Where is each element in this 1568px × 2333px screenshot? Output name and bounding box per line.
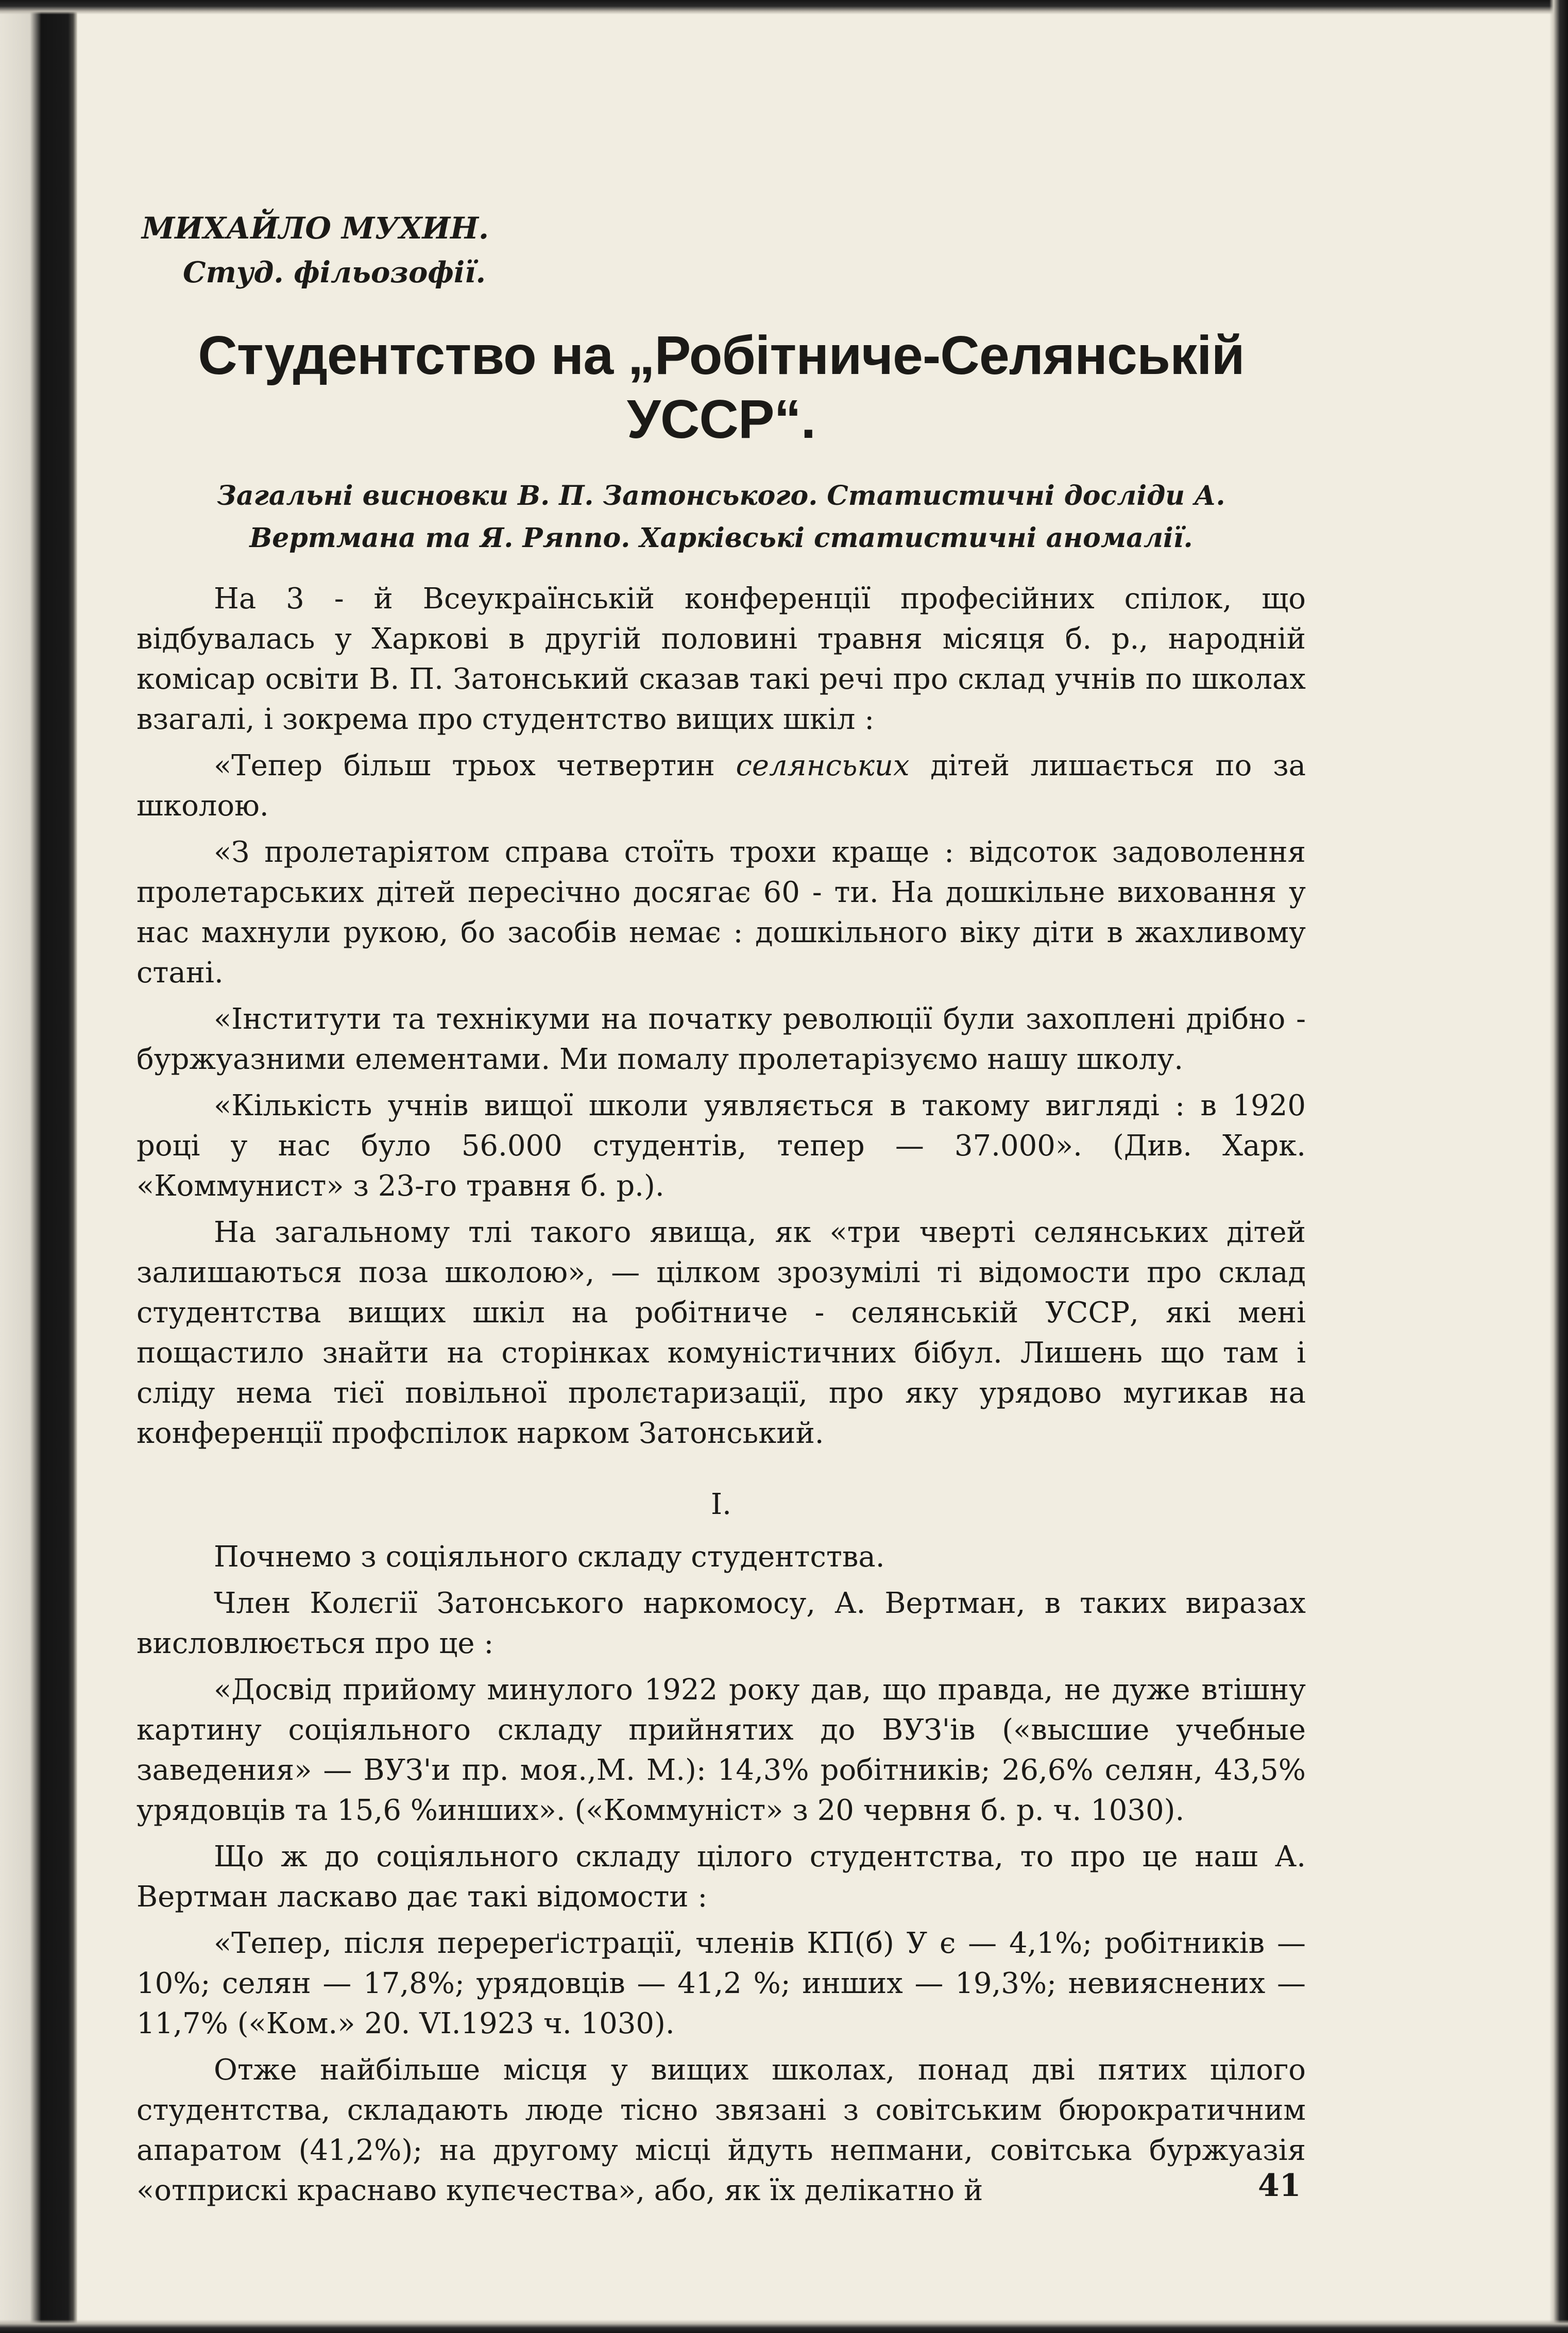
book-spine-shadow bbox=[0, 0, 77, 2333]
paragraph: «Досвід прийому минулого 1922 року дав, що правда, не дуже втішну картину соціяльного складу прийнятих до ВУЗ'ів («высшие учебные заведения» — ВУЗ'и пр. моя.,М. М.): 14,3% робітників; 26,6% селян, 43,5% урядовців та 15,6 %инших». («Коммуніст» з 20 червня б. р. ч. 1030). bbox=[137, 1673, 1306, 1827]
paragraph-text: «Тепер більш трьох четвертин bbox=[214, 749, 736, 782]
emphasized-word: селянських bbox=[736, 749, 910, 782]
article-title-line-1: Студентство на „Робітниче-Селянській bbox=[198, 325, 1245, 386]
scan-top-edge bbox=[0, 0, 1568, 14]
paragraph: Отже найбільше місця у вищих школах, понад дві пятих цілого студентства, складають люде тісно звязані з совітським бюрократичним апаратом (41,2%); на другому місці йдуть непмани, совітська буржуазія «отприскі краснаво купєчества», або, як їх делікатно й bbox=[137, 2053, 1306, 2207]
article-subtitle: Загальні висновки В. П. Затонського. Статистичні досліди А. Вертмана та Я. Ряппо. Харківські статистичні аномалії. bbox=[217, 480, 1225, 554]
article-title-line-2: УССР“. bbox=[626, 389, 816, 450]
paragraph-text: дітей лишається по за школою. bbox=[137, 749, 1306, 823]
paragraph-with-emphasis bbox=[137, 746, 1306, 826]
paragraph: На загальному тлі такого явища, як «три чверті селянських дітей залишаються поза школою», — цілком зрозумілі ті відомости про склад студентства вищих шкіл на робітниче - селянській УССР, які мені пощастило знайти на сторінках комуністичних бібул. Лишень що там і сліду нема тієї повільної пролєтаризації, про яку урядово мугикав на конференції профспілок нарком Затонський. bbox=[137, 1216, 1306, 1450]
scan-right-edge bbox=[1549, 0, 1568, 2333]
article-title bbox=[137, 323, 1306, 451]
author-name: МИХАЙЛО МУХИН. bbox=[142, 211, 489, 246]
paragraph: Що ж до соціяльного складу цілого студентства, то про це наш А. Вертман ласкаво дає такі відомости : bbox=[137, 1840, 1306, 1914]
article-body bbox=[137, 579, 1306, 2211]
paragraph: «З пролетаріятом справа стоїть трохи краще : відсоток задоволення пролетарських дітей пересічно досягає 60 - ти. На дошкільне виховання у нас махнули рукою, бо засобів немає : дошкільного віку діти в жахливому стані. bbox=[137, 836, 1306, 990]
paragraph: «Кількість учнів вищої школи уявляється в такому вигляді : в 1920 році у нас було 56.000 студентів, тепер — 37.000». (Див. Харк. «Коммунист» з 23-го травня б. р.). bbox=[137, 1089, 1306, 1203]
paragraph: «Тепер, після перереґістрації, членів КП(б) У є — 4,1%; робітників — 10%; селян — 17,8%; урядовців — 41,2 %; инших — 19,3%; невияснених — 11,7% («Ком.» 20. VI.1923 ч. 1030). bbox=[137, 1927, 1306, 2040]
page-number: 41 bbox=[1258, 2168, 1301, 2204]
page-content bbox=[137, 206, 1306, 2217]
paragraph: На 3 - й Всеукраїнській конференції професійних спілок, що відбувалась у Харкові в другій половині травня місяця б. р., народній комісар освіти В. П. Затонський сказав такі речі про склад учнів по школах взагалі, і зокрема про студентство вищих шкіл : bbox=[137, 582, 1306, 736]
paragraph: «Інститути та технікуми на початку революції були захоплені дрібно - буржуазними елементами. Ми помалу пролетарізуємо нашу школу. bbox=[137, 1002, 1306, 1076]
scan-bottom-edge bbox=[0, 2320, 1568, 2333]
paragraph: Почнемо з соціяльного складу студентства. bbox=[214, 1540, 885, 1574]
section-number: I. bbox=[711, 1488, 731, 1521]
paragraph: Член Колєгії Затонського наркомосу, А. Вертман, в таких виразах висловлюється про це : bbox=[137, 1587, 1306, 1660]
author-role: Студ. фільозофії. bbox=[183, 256, 486, 290]
